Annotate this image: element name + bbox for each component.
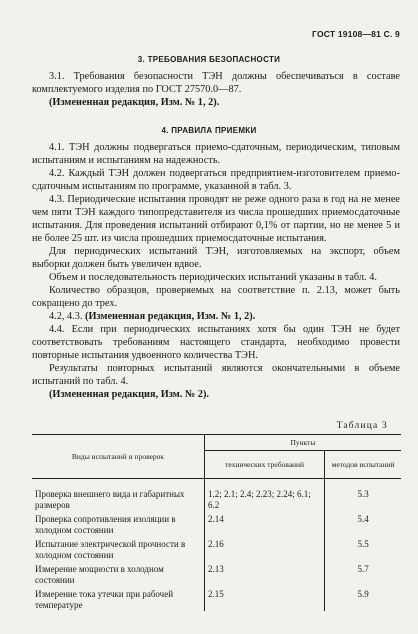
row-method: 5.9	[325, 586, 401, 611]
edit-note-numbers: 4.2, 4.3.	[49, 311, 83, 322]
paragraph-4-4-results: Результаты повторных испытаний являются окончательными в объеме испытаний по табл. 4.	[32, 363, 400, 387]
table-row	[32, 479, 401, 512]
table-3	[32, 434, 401, 611]
paragraph-4-1: 4.1. ТЭН должны подвергаться приемо-сдаточным, периодическим, типовым испытаниям и испытаниям на надежность.	[32, 142, 400, 166]
section-4-title: 4. ПРАВИЛА ПРИЕМКИ	[161, 126, 257, 135]
paragraph-4-3-export: Для периодических испытаний ТЭН, изготовляемых на экспорт, объем выборки должен быть увеличен вдвое.	[32, 246, 400, 270]
section-4-body	[32, 141, 400, 401]
header-test-type: Виды испытаний и проверок	[32, 435, 204, 479]
row-requirements: 2.13	[204, 561, 324, 586]
page-header: ГОСТ 19108—81 С. 9	[312, 29, 400, 39]
paragraph-4-3-scope: Объем и последовательность периодических испытаний указаны в табл. 4.	[49, 272, 377, 283]
row-requirements: 1.2; 2.1; 2.4; 2.23; 2.24; 6.1; 6.2	[204, 479, 324, 512]
row-test-name: Измерение мощности в холодном состоянии	[35, 564, 164, 585]
row-test-name: Измерение тока утечки при рабочей температуре	[35, 589, 174, 610]
paragraph-4-2: 4.2. Каждый ТЭН должен подвергаться предприятием-изготовителем приемо-сдаточным испытаниям по программе, указанной в табл. 3.	[32, 168, 400, 192]
row-requirements: 2.15	[204, 586, 324, 611]
section-3-body	[32, 70, 400, 109]
edit-note-4-2-4-3	[32, 310, 400, 323]
row-test-name: Проверка внешнего вида и габаритных размеров	[35, 489, 185, 510]
row-requirements: 2.14	[204, 511, 324, 536]
table-header-row	[32, 435, 401, 451]
paragraph-3-1: 3.1. Требования безопасности ТЭН должны обеспечиваться в составе комплектуемого изделия по ГОСТ 27570.0—87.	[32, 71, 400, 95]
edit-note-4-4: (Измененная редакция, Изм. № 2).	[49, 389, 209, 400]
row-requirements: 2.16	[204, 536, 324, 561]
header-methods: методов испытаний	[325, 451, 401, 479]
paragraph-4-3-samples: Количество образцов, проверяемых на соответствие п. 2.13, может быть сокращено до трех.	[32, 285, 400, 309]
section-3-title: 3. ТРЕБОВАНИЯ БЕЗОПАСНОСТИ	[137, 55, 281, 64]
row-test-name: Проверка сопротивления изоляции в холодном состоянии	[35, 514, 176, 535]
table-row	[32, 586, 401, 611]
row-method: 5.5	[325, 536, 401, 561]
paragraph-4-3: 4.3. Периодические испытания проводят не реже одного раза в год на не менее чем пяти ТЭН каждого типопредставителя из числа прошедших приемосдаточные испытания. Для проведения испытаний отбирают 0,1% от партии, но не менее 5 и не более 25 шт. из числа прошедших приемосдаточные испытания.	[32, 194, 400, 244]
header-points: Пункты	[204, 435, 401, 451]
edit-note-text: (Измененная редакция, Изм. № 1, 2).	[85, 311, 256, 322]
header-requirements: технических требований	[204, 451, 324, 479]
row-method: 5.7	[325, 561, 401, 586]
row-method: 5.3	[325, 479, 401, 512]
table-row	[32, 536, 401, 561]
paragraph-4-4: 4.4. Если при периодических испытаниях хотя бы один ТЭН не будет соответствовать требованиям настоящего стандарта, необходимо провести повторные испытания удвоенного количества ТЭН.	[32, 324, 400, 361]
row-test-name: Испытание электрической прочности в холодном состоянии	[35, 539, 186, 560]
table-caption: Таблица 3	[336, 421, 388, 431]
table-row	[32, 511, 401, 536]
table-row	[32, 561, 401, 586]
edit-note-3: (Измененная редакция, Изм. № 1, 2).	[49, 97, 220, 108]
row-method: 5.4	[325, 511, 401, 536]
